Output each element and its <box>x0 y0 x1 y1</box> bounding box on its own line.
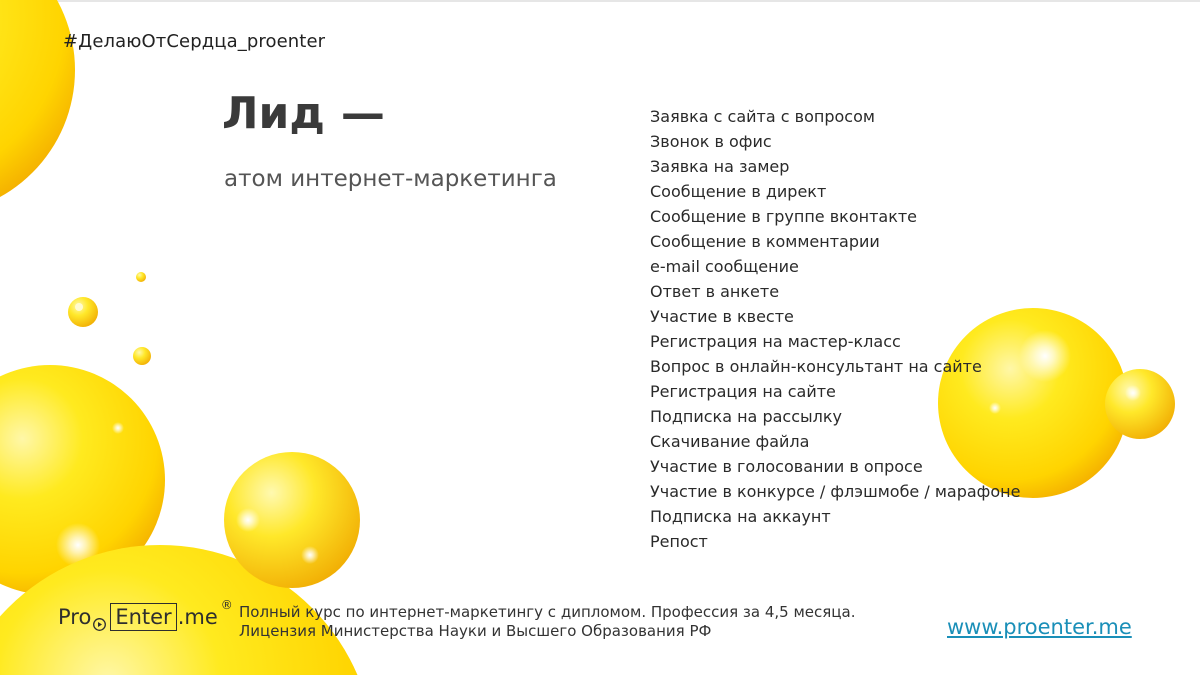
proenter-logo <box>58 600 233 634</box>
list-item: Подписка на аккаунт <box>650 507 831 526</box>
hashtag: #ДелаюОтСердца_proenter <box>63 31 326 52</box>
footer-text <box>239 603 855 641</box>
footer-line-1: Полный курс по интернет-маркетингу с дипломом. Профессия за 4,5 месяца. <box>239 603 856 621</box>
website-link[interactable]: www.proenter.me <box>947 615 1132 639</box>
page-subtitle: атом интернет-маркетинга <box>224 166 557 192</box>
logo-enter: Enter <box>110 603 176 631</box>
title-text: Лид <box>222 88 325 139</box>
list-item: Сообщение в группе вконтакте <box>650 207 918 226</box>
list-item: Участие в конкурсе / флэшмобе / марафоне <box>650 482 1021 501</box>
logo-me: .me <box>177 605 218 629</box>
lead-types-list <box>650 104 1020 554</box>
bubble-small-3 <box>136 272 146 282</box>
list-item: Подписка на рассылку <box>650 407 842 426</box>
list-item: Заявка с сайта с вопросом <box>650 107 875 126</box>
footer-line-2: Лицензия Министерства Науки и Высшего Образования РФ <box>239 622 712 640</box>
page-title <box>222 88 385 139</box>
list-item: Регистрация на сайте <box>650 382 836 401</box>
list-item: Сообщение в комментарии <box>650 232 880 251</box>
list-item: Скачивание файла <box>650 432 810 451</box>
list-item: Ответ в анкете <box>650 282 780 301</box>
list-item: Участие в квесте <box>650 307 794 326</box>
list-item: e-mail сообщение <box>650 257 799 276</box>
list-item: Участие в голосовании в опросе <box>650 457 923 476</box>
list-item: Регистрация на мастер-класс <box>650 332 901 351</box>
registered-mark: ® <box>220 598 233 612</box>
logo-pro: Pro <box>58 605 92 629</box>
play-icon <box>93 612 106 625</box>
bubble-right-small <box>1105 369 1175 439</box>
bubble-small-2 <box>133 347 151 365</box>
list-item: Сообщение в директ <box>650 182 827 201</box>
list-item: Репост <box>650 532 708 551</box>
title-dash: — <box>340 88 385 139</box>
list-item: Заявка на замер <box>650 157 790 176</box>
list-item: Вопрос в онлайн-консультант на сайте <box>650 357 982 376</box>
bubble-small-1 <box>68 297 98 327</box>
list-item: Звонок в офис <box>650 132 772 151</box>
